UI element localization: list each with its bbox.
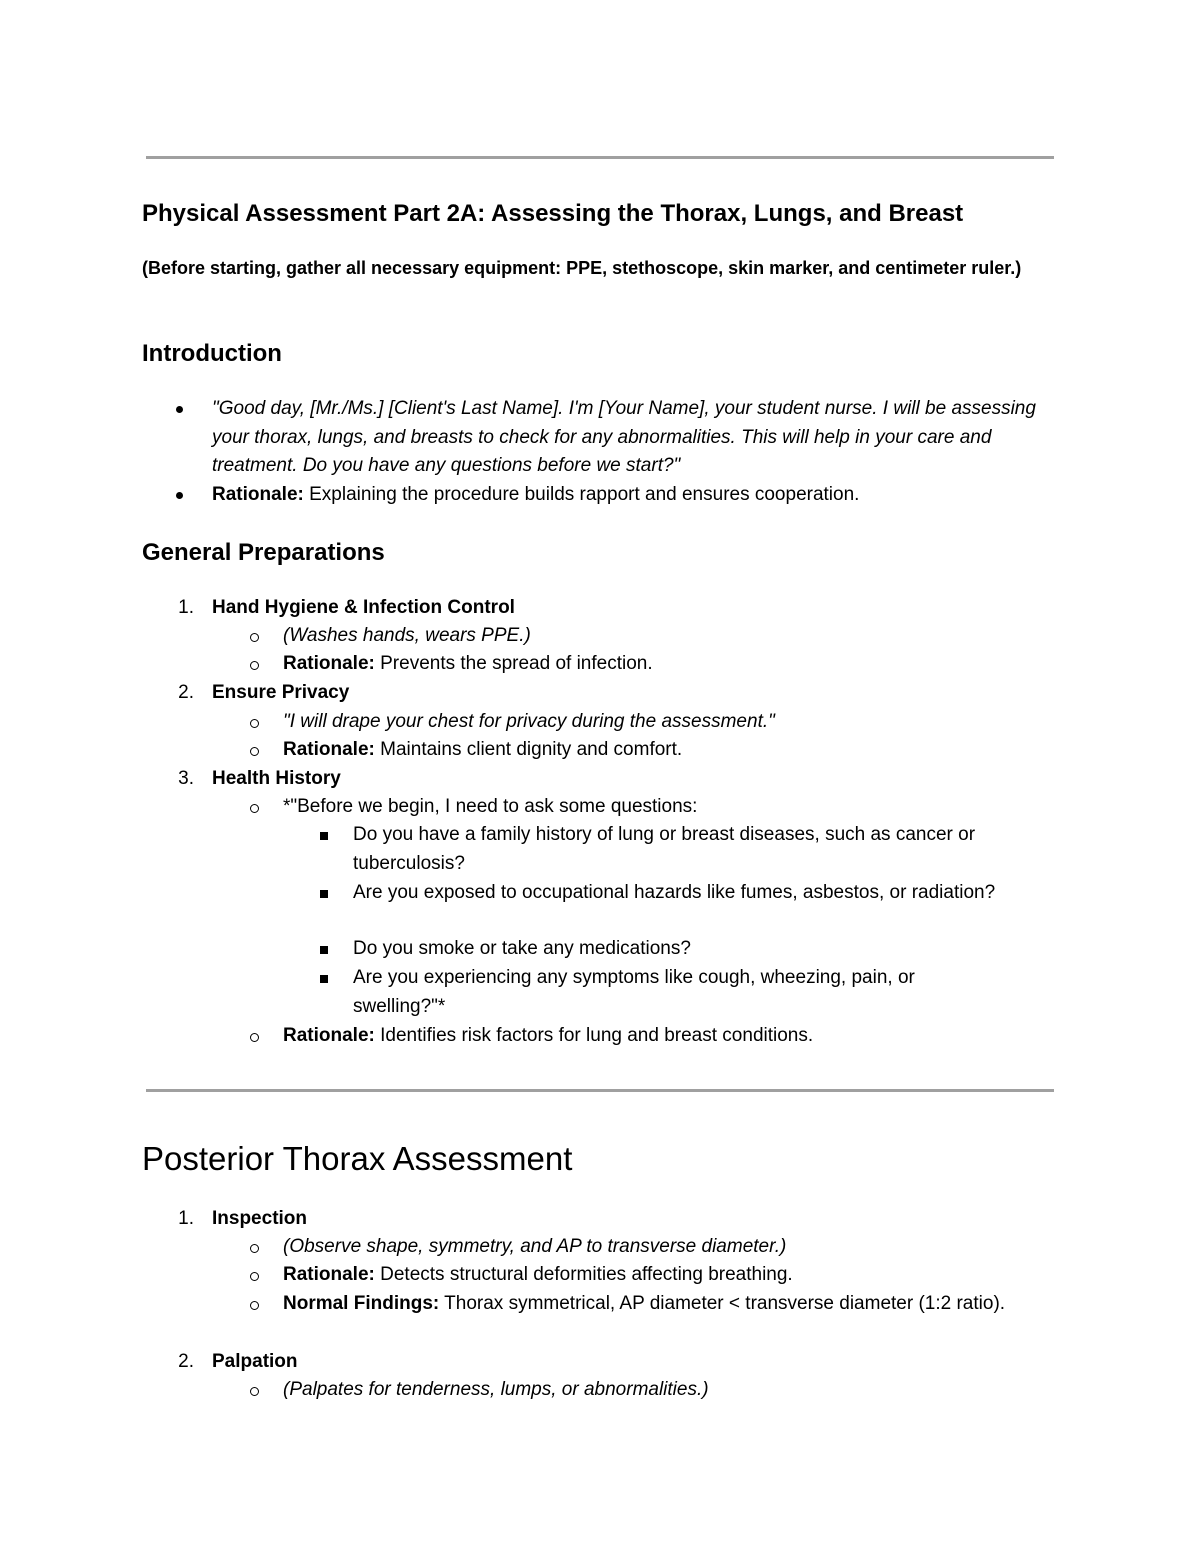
item-title-health-history: Health History [212, 768, 341, 789]
list-number: 3. [178, 768, 194, 789]
health-history-intro: *"Before we begin, I need to ask some questions: [283, 796, 698, 817]
bullet-circle [250, 747, 259, 756]
document-title: Physical Assessment Part 2A: Assessing the Thorax, Lungs, and Breast [142, 200, 964, 227]
rationale-text: Identifies risk factors for lung and breast conditions. [374, 1025, 814, 1046]
list-number: 2. [178, 682, 194, 703]
rationale-text: Prevents the spread of infection. [374, 653, 653, 674]
bullet-disc [176, 406, 183, 413]
rationale-label: Rationale: [283, 1264, 375, 1285]
bullet-circle [250, 1244, 259, 1253]
rationale-text: Detects structural deformities affecting breathing. [374, 1264, 793, 1285]
bullet-square [320, 890, 328, 898]
bullet-circle [250, 1272, 259, 1281]
item-title-hand-hygiene: Hand Hygiene & Infection Control [212, 597, 515, 618]
item-title-ensure-privacy: Ensure Privacy [212, 682, 350, 703]
bullet-disc [176, 492, 183, 499]
bullet-circle [250, 1301, 259, 1310]
rationale-label: Rationale: [283, 739, 375, 760]
item-action: "I will drape your chest for privacy during the assessment." [283, 711, 775, 732]
rationale-text: Maintains client dignity and comfort. [374, 739, 683, 760]
bullet-circle [250, 804, 259, 813]
bullet-square [320, 946, 328, 954]
bullet-circle [250, 1033, 259, 1042]
list-number: 1. [178, 597, 194, 618]
rationale-label: Rationale: [212, 484, 304, 505]
bullet-square [320, 832, 328, 840]
item-action: (Palpates for tenderness, lumps, or abnormalities.) [283, 1379, 709, 1400]
equipment-note: (Before starting, gather all necessary equipment: PPE, stethoscope, skin marker, and centimeter ruler.) [142, 258, 1022, 278]
rationale-label: Rationale: [283, 653, 375, 674]
list-number: 2. [178, 1351, 194, 1372]
introduction-heading: Introduction [142, 340, 282, 367]
bullet-circle [250, 1387, 259, 1396]
item-rationale [283, 650, 1063, 679]
findings-text: Thorax symmetrical, AP diameter < transverse diameter (1:2 ratio). [439, 1293, 1006, 1314]
health-question: Are you exposed to occupational hazards like fumes, asbestos, or radiation? [353, 882, 996, 903]
section-divider [146, 1089, 1054, 1092]
findings-label: Normal Findings: [283, 1293, 440, 1314]
health-question: Do you have a family history of lung or breast diseases, such as cancer or tuberculosis? [353, 824, 976, 874]
bullet-circle [250, 633, 259, 642]
bullet-circle [250, 719, 259, 728]
item-title-inspection: Inspection [212, 1208, 308, 1229]
rationale-text: Explaining the procedure builds rapport and ensures cooperation. [303, 484, 860, 505]
introduction-script: "Good day, [Mr./Ms.] [Client's Last Name]. I'm [Your Name], your student nurse. I will be assessing your thorax, lungs, and breasts to check for any abnormalities. This will help in your care and treatment. Do you have any questions before we start?" [212, 398, 1036, 476]
introduction-rationale [212, 481, 1052, 510]
item-normal-findings [283, 1290, 1053, 1319]
health-question: Are you experiencing any symptoms like cough, wheezing, pain, or swelling?"* [353, 967, 915, 1017]
item-action: (Observe shape, symmetry, and AP to transverse diameter.) [283, 1236, 787, 1257]
list-number: 1. [178, 1208, 194, 1229]
general-preparations-heading: General Preparations [142, 539, 385, 566]
bullet-square [320, 975, 328, 983]
health-question: Do you smoke or take any medications? [353, 938, 691, 959]
item-action: (Washes hands, wears PPE.) [283, 625, 531, 646]
posterior-thorax-heading: Posterior Thorax Assessment [142, 1140, 573, 1177]
top-divider [146, 156, 1054, 159]
item-title-palpation: Palpation [212, 1351, 298, 1372]
rationale-label: Rationale: [283, 1025, 375, 1046]
item-rationale [283, 1261, 1063, 1290]
item-rationale [283, 736, 1063, 765]
item-rationale [283, 1022, 1063, 1051]
bullet-circle [250, 661, 259, 670]
